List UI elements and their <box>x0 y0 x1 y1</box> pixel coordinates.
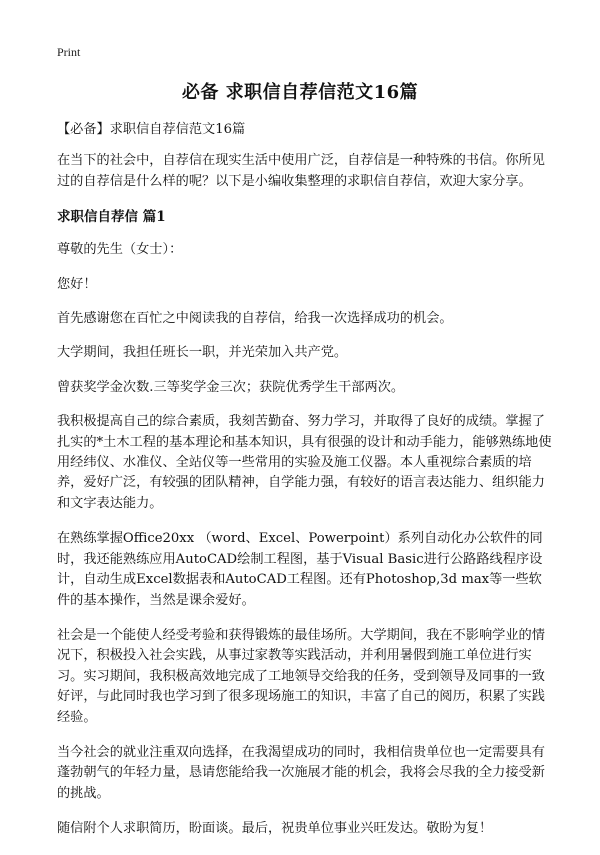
document-title: 必备 求职信自荐信范文16篇 <box>181 82 419 103</box>
body-paragraph: 大学期间，我担任班长一职，并光荣加入共产党。 <box>57 345 348 361</box>
closing-paragraph: 随信附个人求职简历，盼面谈。最后，祝贵单位事业兴旺发达。敬盼为复！ <box>57 821 493 837</box>
print-label: Print <box>57 45 81 59</box>
document-subtitle: 【必备】求职信自荐信范文16篇 <box>57 122 246 137</box>
body-paragraph: 在熟练掌握Office20xx （word、Excel、Powerpoint）系列自动化办公软件的同时，我还能熟练应用AutoCAD绘制工程图，基于Visual Basic进行公路路线程序设计，自动生成Excel数据表和AutoCAD工程图。还有Photoshop,3d max等一些软件的基本操作，当然是课余爱好。 <box>57 531 543 608</box>
greeting: 您好！ <box>57 276 97 292</box>
salutation: 尊敬的先生（女士）： <box>57 242 183 258</box>
intro-paragraph: 在当下的社会中，自荐信在现实生活中使用广泛，自荐信是一种特殊的书信。你所见过的自荐信是什么样的呢？以下是小编收集整理的求职信自荐信，欢迎大家分享。 <box>57 153 545 189</box>
body-paragraph: 社会是一个能使人经受考验和获得锻炼的最佳场所。大学期间，我在不影响学业的情况下，积极投入社会实践，从事过家教等实践活动，并利用暑假到施工单位进行实习。实习期间，我积极高效地完成了工地领导交给我的任务，受到领导及同事的一致好评，与此同时我也学习到了很多现场施工的知识，丰富了自己的阅历，积累了实践经验。 <box>57 627 545 725</box>
body-paragraph: 首先感谢您在百忙之中阅读我的自荐信，给我一次选择成功的机会。 <box>57 311 453 327</box>
body-paragraph: 当今社会的就业注重双向选择，在我渴望成功的同时，我相信贵单位也一定需要具有蓬勃朝气的年轻力量，恳请您能给我一次施展才能的机会，我将会尽我的全力接受新的挑战。 <box>57 744 545 801</box>
section-heading: 求职信自荐信 篇1 <box>57 209 166 226</box>
body-paragraph: 我积极提高自己的综合素质，我刻苦勤奋、努力学习，并取得了良好的成绩。掌握了扎实的*土木工程的基本理论和基本知识，具有很强的设计和动手能力，能够熟练地使用经纬仪、水准仪、全站仪等一些常用的实验及施工仪器。本人重视综合素质的培养，爱好广泛，有较强的团队精神，自学能力强，有较好的语言表达能力、组织能力和文字表达能力。 <box>57 414 552 511</box>
body-paragraph: 曾获奖学金次数.三等奖学金三次；获院优秀学生干部两次。 <box>57 379 405 395</box>
document-body <box>57 120 553 855</box>
